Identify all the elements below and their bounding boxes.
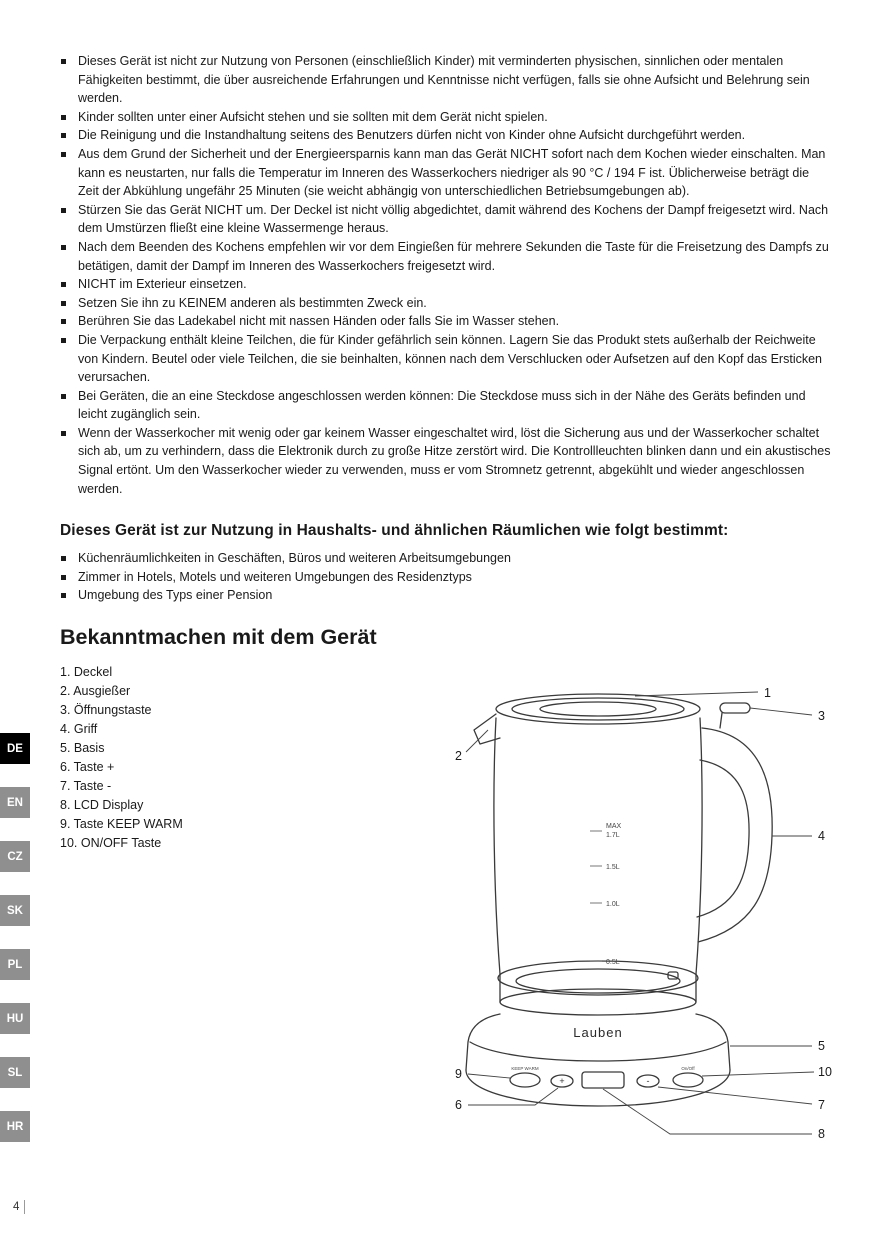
household-use-list <box>60 549 832 605</box>
safety-bullet: NICHT im Exterieur einsetzen. <box>60 275 832 294</box>
part-item: 9. Taste KEEP WARM <box>60 817 183 832</box>
safety-bullet: Aus dem Grund der Sicherheit und der Energieersparnis kann man das Gerät NICHT sofort nach dem Kochen wieder einschalten. Man kann es neustarten, nur falls die Temperatur im Inneren des Wasserkochers niedriger als 90 °C / 194 F ist. Üblicherweise beträgt die Zeit der Abkühlung ungefähr 25 Minuten (sie weicht abhängig von unterschiedlichen Betriebsumgebungen ab). <box>60 145 832 201</box>
kettle-handle <box>697 728 772 942</box>
keep-warm-button <box>510 1073 540 1087</box>
part-item: 6. Taste + <box>60 760 115 775</box>
level-max-label: MAX <box>606 823 622 830</box>
part-item: 8. LCD Display <box>60 798 144 813</box>
kettle-heating-plate <box>498 961 698 995</box>
kettle-body <box>494 718 702 1015</box>
lang-tab-hr: HR <box>0 1111 30 1142</box>
household-bullet: Zimmer in Hotels, Motels und weiteren Umgebungen des Residenztyps <box>60 568 832 587</box>
level-05-label: 0.5L <box>606 959 620 966</box>
callout-10: 10 <box>818 1065 832 1079</box>
safety-instructions-list <box>60 52 832 498</box>
lang-tab-cz: CZ <box>0 841 30 872</box>
safety-bullet: Setzen Sie ihn zu KEINEM anderen als bestimmten Zweck ein. <box>60 294 832 313</box>
household-use-heading: Dieses Gerät ist zur Nutzung in Haushalts- und ähnlichen Räumlichen wie folgt bestimmt: <box>60 522 729 540</box>
callout-1: 1 <box>764 686 771 700</box>
page-number <box>13 1200 25 1214</box>
lang-tab-pl: PL <box>0 949 30 980</box>
brand-logo: Lauben <box>573 1025 623 1040</box>
callout-numbers <box>455 686 832 1141</box>
safety-bullet: Berühren Sie das Ladekabel nicht mit nassen Händen oder falls Sie im Wasser stehen. <box>60 312 832 331</box>
part-item: 1. Deckel <box>60 665 113 680</box>
kettle-control-panel <box>510 1072 703 1088</box>
keep-warm-label: KEEP WARM <box>511 1066 539 1071</box>
kettle-lid <box>496 694 700 724</box>
lang-tab-en: EN <box>0 787 30 818</box>
level-10-label: 1.0L <box>606 901 620 908</box>
household-bullet: Umgebung des Typs einer Pension <box>60 586 832 605</box>
callout-4: 4 <box>818 829 825 843</box>
safety-bullet: Bei Geräten, die an eine Steckdose angeschlossen werden können: Die Steckdose muss sich in der Nähe des Geräts befinden und leicht zugänglich sein. <box>60 387 832 424</box>
callout-8: 8 <box>818 1127 825 1141</box>
part-item: 3. Öffnungstaste <box>60 703 152 718</box>
household-bullet: Küchenräumlichkeiten in Geschäften, Büros und weiteren Arbeitsumgebungen <box>60 549 832 568</box>
part-item: 7. Taste - <box>60 779 112 794</box>
minus-label: - <box>646 1076 650 1086</box>
part-item: 4. Griff <box>60 722 98 737</box>
page-number-divider <box>24 1200 25 1214</box>
safety-bullet: Stürzen Sie das Gerät NICHT um. Der Deckel ist nicht völlig abgedichtet, damit während des Kochens der Dampf freigesetzt wird. Nach dem Umstürzen fließt eine kleine Wassermenge heraus. <box>60 201 832 238</box>
introduction-heading: Bekanntmachen mit dem Gerät <box>60 625 377 650</box>
plus-label: + <box>559 1076 565 1086</box>
kettle-diagram <box>430 676 850 1146</box>
on-off-label: On/Off <box>681 1066 695 1071</box>
button-labels <box>511 1066 695 1071</box>
lcd-display <box>582 1072 624 1088</box>
safety-bullet: Dieses Gerät ist nicht zur Nutzung von Personen (einschließlich Kinder) mit verminderten physischen, sinnlichen oder mentalen Fähigkeiten bestimmt, die über ausreichende Erfahrungen und Kenntnisse nicht verfügen, falls sie ohne Aufsicht und Belehrung sein werden. <box>60 52 832 108</box>
page-number-value: 4 <box>13 1201 20 1213</box>
safety-bullet: Die Reinigung und die Instandhaltung seitens des Benutzers dürfen nicht von Kinder ohne Aufsicht durchgeführt werden. <box>60 126 832 145</box>
part-item: 5. Basis <box>60 741 105 756</box>
callout-3: 3 <box>818 709 825 723</box>
lang-tab-sl: SL <box>0 1057 30 1088</box>
part-item: 2. Ausgießer <box>60 684 131 699</box>
callout-5: 5 <box>818 1039 825 1053</box>
callout-6: 6 <box>455 1098 462 1112</box>
lang-tab-de: DE <box>0 733 30 764</box>
kettle-illustration <box>430 676 850 1146</box>
safety-bullet: Die Verpackung enthält kleine Teilchen, die für Kinder gefährlich sein können. Lagern Sie das Produkt stets außerhalb der Reichweite von Kindern. Beutel oder viele Teilchen, die sie beinhalten, können nach dem Verschlucken oder Aufsetzen auf den Kopf das Ersticken verursachen. <box>60 331 832 387</box>
water-level-labels <box>606 823 622 966</box>
kettle-open-button <box>720 703 750 728</box>
water-level-ticks <box>590 831 602 961</box>
part-item: 10. ON/OFF Taste <box>60 836 162 851</box>
on-off-button <box>673 1073 703 1087</box>
level-15-label: 1.5L <box>606 864 620 871</box>
callout-7: 7 <box>818 1098 825 1112</box>
lang-tab-hu: HU <box>0 1003 30 1034</box>
safety-bullet: Nach dem Beenden des Kochens empfehlen wir vor dem Eingießen für mehrere Sekunden die Taste für die Freisetzung des Dampfs zu betätigen, damit der Dampf im Inneren des Wasserkochers freigesetzt wird. <box>60 238 832 275</box>
level-17-label: 1.7L <box>606 832 620 839</box>
safety-bullet: Wenn der Wasserkocher mit wenig oder gar keinem Wasser eingeschaltet wird, löst die Sicherung aus und der Wasserkocher schaltet sich ab, um zu verhindern, dass die Elektronik durch zu große Hitze zerstört wird. Die Kontrollleuchten blinken dann und ein akustisches Signal ertönt. Um den Wasserkocher wieder zu verwenden, muss er vom Stromnetz getrennt, abgekühlt und wieder angeschlossen werden. <box>60 424 832 498</box>
lang-tab-sk: SK <box>0 895 30 926</box>
language-sidebar <box>0 733 30 1165</box>
callout-2: 2 <box>455 749 462 763</box>
safety-bullet: Kinder sollten unter einer Aufsicht stehen und sie sollten mit dem Gerät nicht spielen. <box>60 108 832 127</box>
callout-9: 9 <box>455 1067 462 1081</box>
